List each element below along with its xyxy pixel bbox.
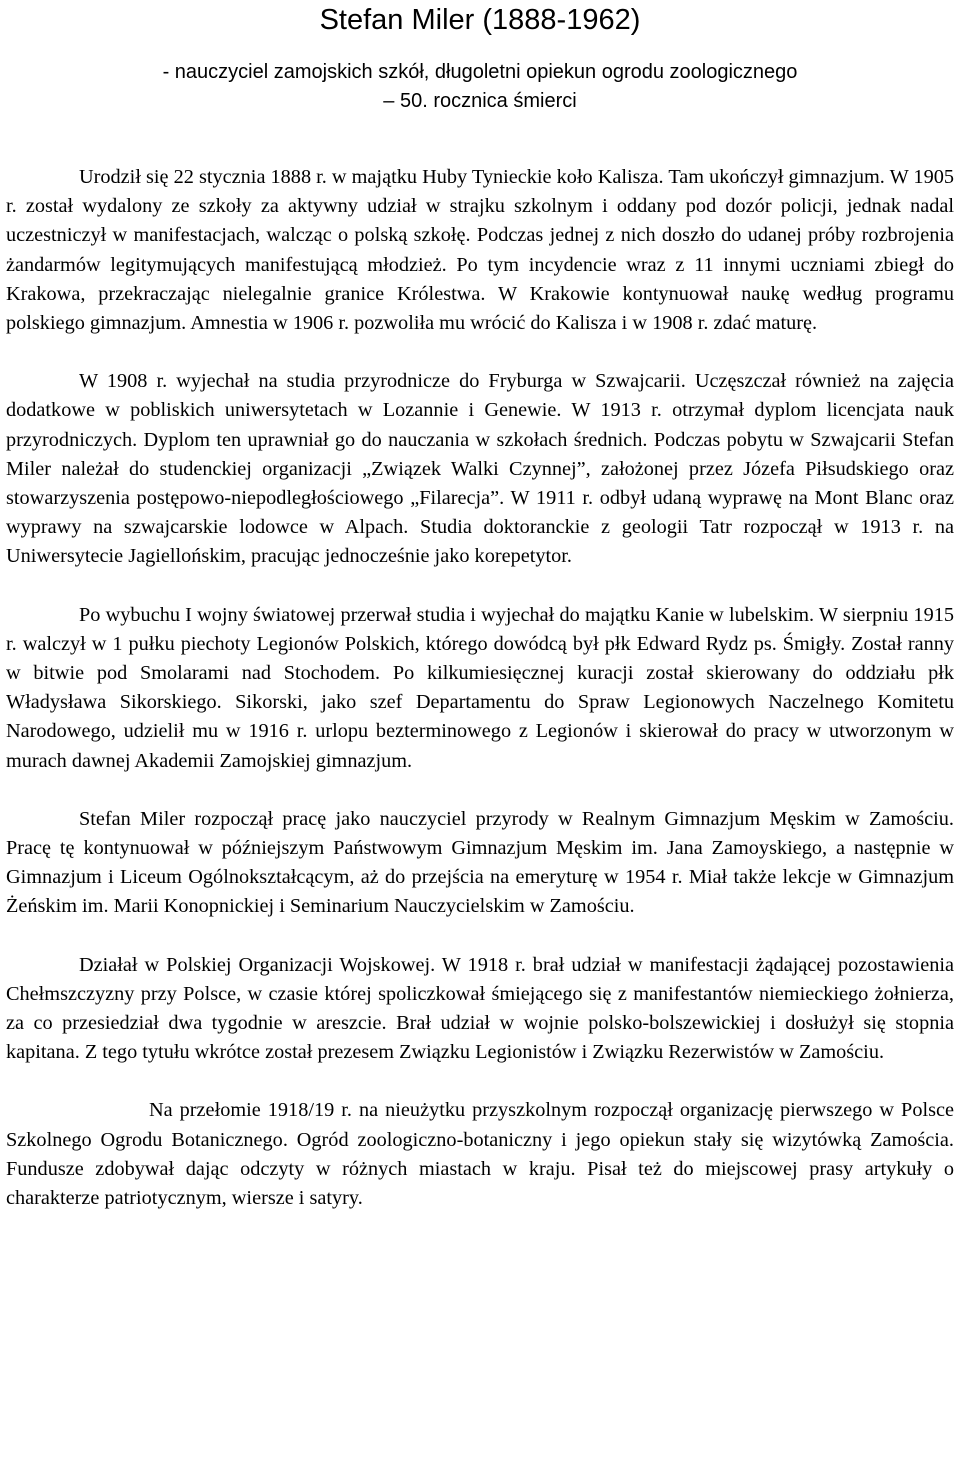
- article-body: [6, 163, 954, 1213]
- paragraph-4: Stefan Miler rozpoczął pracę jako nauczyciel przyrody w Realnym Gimnazjum Męskim w Zamościu. Pracę tę kontynuował w późniejszym Państwowym Gimnazjum Męskim im. Jana Zamoyskiego, a następnie w Gimnazjum i Liceum Ogólnokształcącym, aż do przejścia na emeryturę w 1954 r. Miał także lekcje w Gimnazjum Żeńskim im. Marii Konopnickiej i Seminarium Nauczycielskim w Zamościu.: [6, 807, 954, 918]
- subtitle-line-1: - nauczyciel zamojskich szkół, długoletni opiekun ogrodu zoologicznego: [162, 61, 798, 83]
- subtitle: [6, 58, 954, 116]
- paragraph-1: Urodził się 22 stycznia 1888 r. w majątku Huby Tynieckie koło Kalisza. Tam ukończył gimnazjum. W 1905 r. został wydalony ze szkoły za aktywny udział w strajku szkolnym i oddany pod dozór policji, jednak nadal uczestniczył w manifestacjach, walcząc o polską szkołę. Podczas jednej z nich doszło do udanej próby rozbrojenia żandarmów legitymujących manifestującą młodzież. Po tym incydencie wraz z 11 innymi uczniami zbiegł do Krakowa, przekraczając nielegalnie granice Królestwa. W Krakowie kontynuował naukę według programu polskiego gimnazjum. Amnestia w 1906 r. pozwoliła mu wrócić do Kalisza i w 1908 r. zdać maturę.: [6, 166, 954, 335]
- paragraph-3: Po wybuchu I wojny światowej przerwał studia i wyjechał do majątku Kanie w lubelskim. W sierpniu 1915 r. walczył w 1 pułku piechoty Legionów Polskich, którego dowódcą był płk Edward Rydz ps. Śmigły. Został ranny w bitwie pod Smolarami nad Stochodem. Po kilkumiesięcznej kuracji został skierowany do oddziału płk Władysława Sikorskiego. Sikorski, jako szef Departamentu do Spraw Legionowych Naczelnego Komitetu Narodowego, udzielił mu w 1916 r. urlopu bezterminowego z Legionów i skierował do pracy w utworzonym w murach dawnej Akademii Zamojskiej gimnazjum.: [6, 603, 954, 772]
- subtitle-line-2: – 50. rocznica śmierci: [383, 90, 577, 112]
- paragraph-5: Działał w Polskiej Organizacji Wojskowej. W 1918 r. brał udział w manifestacji żądającej pozostawienia Chełmszczyzny przy Polsce, w czasie której spoliczkował śmiejącego się z manifestantów niemieckiego żołnierza, za co przesiedział dwa tygodnie w areszcie. Brał udział w wojnie polsko-bolszewickiej i dosłużył się stopnia kapitana. Z tego tytułu wkrótce został prezesem Związku Legionistów i Związku Rezerwistów w Zamościu.: [6, 953, 954, 1064]
- paragraph-6: Na przełomie 1918/19 r. na nieużytku przyszkolnym rozpoczął organizację pierwszego w Polsce Szkolnego Ogrodu Botanicznego. Ogród zoologiczno-botaniczny i jego opiekun stały się wizytówką Zamościa. Fundusze zdobywał dając odczyty w różnych miastach w kraju. Pisał też do miejscowej prasy artykuły o charakterze patriotycznym, wiersze i satyry.: [6, 1099, 954, 1210]
- page-title: Stefan Miler (1888-1962): [319, 4, 641, 36]
- paragraph-2: W 1908 r. wyjechał na studia przyrodnicze do Fryburga w Szwajcarii. Uczęszczał również na zajęcia dodatkowe w pobliskich uniwersytetach w Lozannie i Genewie. W 1913 r. otrzymał dyplom licencjata nauk przyrodniczych. Dyplom ten uprawniał go do nauczania w szkołach średnich. Podczas pobytu w Szwajcarii Stefan Miler należał do studenckiej organizacji „Związek Walki Czynnej”, założonej przez Józefa Piłsudskiego oraz stowarzyszenia postępowo-niepodległościowego „Filarecja”. W 1911 r. odbył udaną wyprawę na Mont Blanc oraz wyprawy na szwajcarskie lodowce w Alpach. Studia doktoranckie z geologii Tatr rozpoczął w 1913 r. na Uniwersytecie Jagiellońskim, pracując jednocześnie jako korepetytor.: [6, 370, 954, 568]
